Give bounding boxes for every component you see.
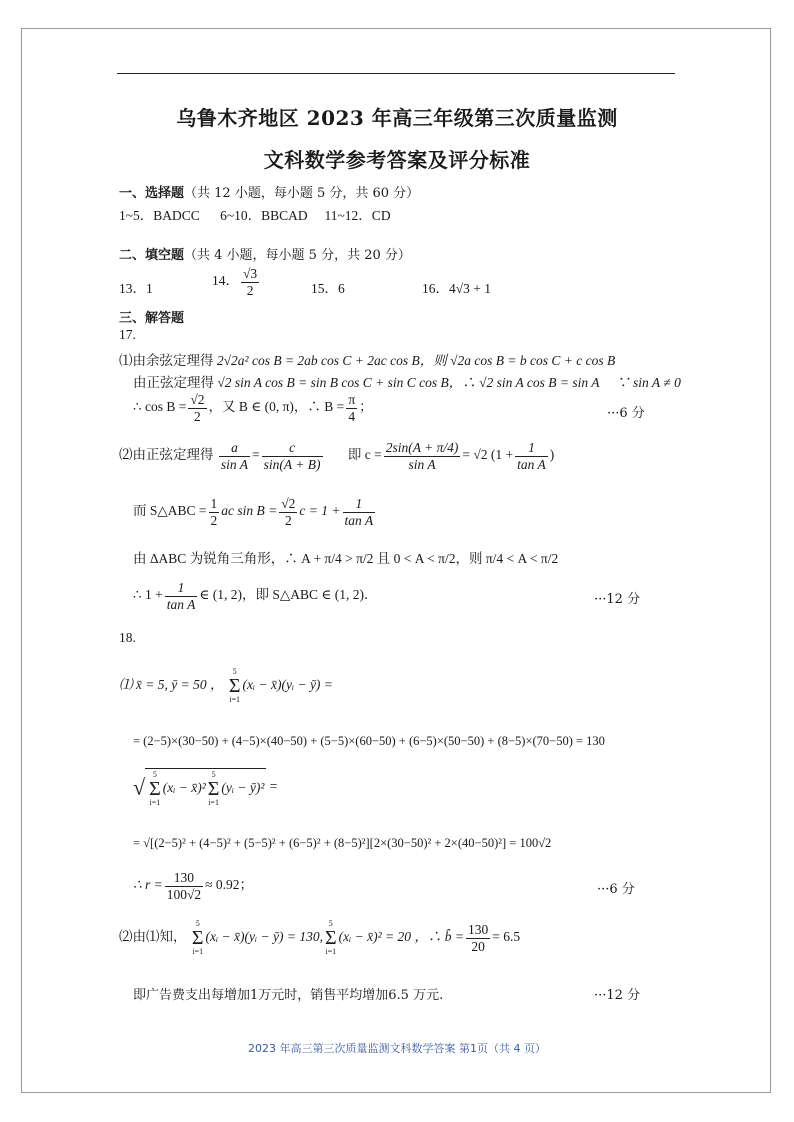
q17-area-f3-num: 1 <box>343 496 376 513</box>
section-2-note: （共 4 小题，每小题 5 分，共 20 分） <box>184 248 411 263</box>
q17-concl-frac-num: 1 <box>165 580 198 597</box>
q18-sqrt-expansion: = √[(2−5)² + (4−5)² + (5−5)² + (6−5)² + (8−5)²][2×(30−50)² + 2×(40−50)²] = 100√2 <box>133 836 552 850</box>
q17-area-c: c = 1 + <box>299 503 341 519</box>
q18-sum-sign-3: 5 Σ i=1 <box>207 770 220 807</box>
q17-concl-lead: ∴ 1 + <box>133 587 163 603</box>
q17-p1-range: ，又 B ∈ (0, π)，∴ B = <box>208 399 345 415</box>
q18-sum-sign-1: 5 Σ i=1 <box>228 667 241 704</box>
section-1-heading: 一、选择题 <box>119 186 185 201</box>
answer-15: 15．6 <box>311 281 345 296</box>
section-3-heading: 三、解答题 <box>119 311 185 326</box>
q17-part1-line1 <box>119 349 615 369</box>
q18-sum2-bottom: i=1 <box>149 798 161 807</box>
page-footer: 2023 年高三第三次质量监测文科数学答案 第1页（共 4 页） <box>248 1042 546 1055</box>
q18-r-value <box>133 870 253 902</box>
q18-p1-sum-expr: (xᵢ − x̄)(yᵢ − ȳ) = <box>242 677 333 693</box>
header-rule <box>117 73 675 74</box>
section-2-heading: 二、填空题 <box>119 248 185 263</box>
choice-answers: 1~5．BADCC 6~10．BBCAD 11~12．CD <box>119 208 391 223</box>
q17-p2-frac3 <box>384 440 461 472</box>
q17-p2-then: 即 c = <box>347 447 382 463</box>
q17-score-1: ···6 分 <box>607 406 645 421</box>
q17-p1-formula: 2√2a² cos B = 2ab cos C + 2ac cos B，则 √2a cos B = b cos C + c cos B <box>216 353 616 368</box>
q17-p2-frac2 <box>262 440 323 472</box>
q18-sum5-bottom: i=1 <box>325 947 337 956</box>
q17-concl-range: ∈ (1, 2)，即 S△ABC ∈ (1, 2)． <box>199 587 378 603</box>
section-2 <box>119 244 411 263</box>
q17-p2-frac4 <box>515 440 548 472</box>
q18-sum-sign-5: 5 Σ i=1 <box>324 919 337 956</box>
q18-part2 <box>119 920 520 956</box>
q18-sum1-bottom: i=1 <box>229 695 241 704</box>
q17-part2-line1 <box>119 440 554 472</box>
answer-14-label: 14． <box>212 273 239 289</box>
q18-sqrt-expr2: (yᵢ − ȳ)² <box>221 780 265 796</box>
q18-sum2-top: 5 <box>152 770 157 779</box>
q17-p2-frac4-den: tan A <box>517 456 546 472</box>
q18-sum1-top: 5 <box>232 667 237 676</box>
q17-p2-eq: = <box>252 447 260 463</box>
q17-conclusion <box>133 580 377 612</box>
section-1 <box>119 182 419 201</box>
q18-sum4-top: 5 <box>195 919 200 928</box>
q17-part1-line3 <box>133 392 373 424</box>
q18-score-2: ···12 分 <box>594 988 641 1003</box>
q17-part1-line2 <box>133 371 681 391</box>
q18-sum3-bottom: i=1 <box>208 798 219 807</box>
q18-sqrt-expr1: (xᵢ − x̄)² <box>162 780 206 796</box>
q17-p1-frac-num: √2 <box>190 392 205 407</box>
q17-p1-lead: ⑴由余弦定理得 <box>119 353 214 368</box>
document-title: 乌鲁木齐地区 2023 年高三年级第三次质量监测 <box>176 106 618 130</box>
q18-p2-expr2: (xᵢ − x̄)² = 20 ，∴ b̂ = <box>338 929 464 945</box>
q18-expansion: = (2−5)×(30−50) + (4−5)×(40−50) + (5−5)×(60−50) + (6−5)×(50−50) + (8−5)×(70−50) = 130 <box>133 734 605 748</box>
q18-b-frac <box>466 922 490 954</box>
q17-area-f2-num: √2 <box>281 496 296 511</box>
document-subtitle: 文科数学参考答案及评分标准 <box>263 148 531 172</box>
q17-area-lead: 而 S△ABC = <box>133 503 207 519</box>
q17-p2-frac1-num: a <box>219 440 250 457</box>
q17-area-mid: ac sin B = <box>221 503 278 519</box>
q17-concl-frac <box>165 580 198 612</box>
q17-p1-lead2: 由正弦定理得 <box>133 375 214 390</box>
q18-b-den: 20 <box>471 938 485 954</box>
q18-sqrt-line: √ 5 Σ i=1 (xᵢ − x̄)² 5 Σ i=1 (yᵢ − ȳ)² = <box>133 770 278 807</box>
q18-r-approx: ≈ 0.92； <box>205 877 254 893</box>
q17-p2-result-end: ) <box>549 447 555 463</box>
q17-p1-frac2 <box>346 392 357 424</box>
q17-p1-frac2-num: π <box>348 392 356 407</box>
q17-area-f1-num: 1 <box>210 496 218 511</box>
answer-14-fraction <box>241 266 259 298</box>
q17-part2-area <box>133 496 377 528</box>
q17-p2-frac2-den: sin(A + B) <box>263 456 321 472</box>
q18-r-frac <box>165 870 203 902</box>
q18-sqrt-eq: = <box>269 778 278 794</box>
q17-p1-frac <box>188 392 206 424</box>
q17-acute-condition: 由 ΔABC 为锐角三角形，∴ A + π/4 > π/2 且 0 < A < π/2，则 π/4 < A < π/2 <box>133 551 559 566</box>
answer-13: 13．1 <box>119 281 153 296</box>
q17-p1-frac-den: 2 <box>194 408 201 424</box>
q18-sum-sign-2: 5 Σ i=1 <box>149 770 161 807</box>
q17-concl-frac-den: tan A <box>166 596 196 612</box>
answer-14 <box>212 266 261 298</box>
q17-p2-frac3-den: sin A <box>408 456 436 472</box>
q18-p1-means: ⑴ x̄ = 5, ȳ = 50 ， <box>119 677 224 693</box>
q18-sum5-top: 5 <box>328 919 333 928</box>
q17-number: 17. <box>119 327 136 342</box>
q18-sum3-top: 5 <box>211 770 216 779</box>
q17-p1-frac2-den: 4 <box>348 408 356 424</box>
q17-score-2: ···12 分 <box>594 592 641 607</box>
q17-p2-frac2-num: c <box>262 440 323 457</box>
q17-p2-frac1-den: sin A <box>220 456 249 472</box>
q18-sum4-bottom: i=1 <box>192 947 204 956</box>
q17-p1-cosB: ∴ cos B = <box>133 399 187 415</box>
q17-area-f1-den: 2 <box>210 512 218 528</box>
q17-area-f2 <box>279 496 297 528</box>
q17-area-f3-den: tan A <box>344 512 374 528</box>
answer-14-num: √3 <box>243 266 258 281</box>
q17-p2-frac1 <box>219 440 250 472</box>
q17-area-f2-den: 2 <box>284 512 292 528</box>
q17-p2-frac4-num: 1 <box>515 440 548 457</box>
q18-conclusion: 即广告费支出每增加1万元时，销售平均增加6.5 万元. <box>133 988 444 1003</box>
section-1-note: （共 12 小题，每小题 5 分，共 60 分） <box>184 186 420 201</box>
answer-16: 16．4√3 + 1 <box>422 281 492 296</box>
q17-p2-result: = √2 (1 + <box>462 447 514 463</box>
q17-p2-lead: ⑵由正弦定理得 <box>119 447 214 463</box>
q18-r-lead: ∴ r = <box>133 877 163 893</box>
q18-p2-lead: ⑵由⑴知， <box>119 929 187 945</box>
q18-r-num: 130 <box>165 870 203 887</box>
q18-number: 18. <box>119 630 136 645</box>
q17-p1-end: ； <box>359 399 373 415</box>
q17-area-f1 <box>209 496 220 528</box>
q18-sqrt-radicand <box>145 768 266 807</box>
q18-b-num: 130 <box>467 921 489 937</box>
q18-b-value: = 6.5 <box>492 929 521 945</box>
q18-sum-sign-4: 5 Σ i=1 <box>191 919 204 956</box>
q17-p2-frac3-num: 2sin(A + π/4) <box>385 440 459 455</box>
q17-area-f3 <box>343 496 376 528</box>
q18-p2-expr1: (xᵢ − x̄)(yᵢ − ȳ) = 130, <box>205 929 323 945</box>
q18-part1-line1 <box>119 668 333 704</box>
q18-score-1: ···6 分 <box>597 882 635 897</box>
q17-p1-formula2: √2 sin A cos B = sin B cos C + sin C cos B，∴ √2 sin A cos B = sin A ∵ sin A ≠ 0 <box>217 375 681 390</box>
q18-r-den: 100√2 <box>166 886 202 902</box>
answer-14-den: 2 <box>246 282 254 298</box>
